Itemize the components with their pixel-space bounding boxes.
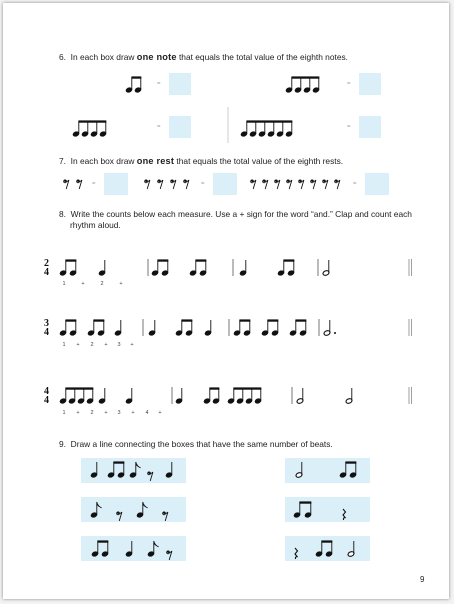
- beam: [113, 461, 124, 463]
- rest-dot: [163, 512, 165, 514]
- time-signature-bottom: 4: [44, 327, 49, 338]
- count-label: 1: [62, 342, 66, 348]
- count-label: 3: [117, 342, 121, 348]
- rest-dot: [263, 180, 265, 182]
- count-label: +: [76, 410, 80, 416]
- beam: [267, 319, 278, 321]
- question-6-prompt: 6. In each box draw one note that equals the total value of the eighth notes.: [59, 52, 349, 62]
- quarter-rest: [295, 548, 298, 559]
- eighth-flag: [143, 502, 148, 508]
- beam: [157, 259, 168, 261]
- beam: [246, 120, 292, 122]
- rest-dot: [77, 180, 79, 182]
- count-label: +: [104, 342, 108, 348]
- count-label: 1: [62, 410, 66, 416]
- question-9-prompt: 9. Draw a line connecting the boxes that have the same number of beats.: [59, 439, 333, 449]
- time-signature-bottom: 4: [44, 395, 49, 406]
- rest-dot: [251, 180, 253, 182]
- count-label: 2: [90, 410, 94, 416]
- beam: [283, 259, 294, 261]
- rest-dot: [311, 180, 313, 182]
- rest-dot: [117, 512, 119, 514]
- eighth-flag: [154, 541, 159, 547]
- beam: [93, 319, 104, 321]
- count-label: 2: [100, 281, 104, 287]
- rest-dot: [275, 180, 277, 182]
- equals-sign: =: [353, 181, 357, 187]
- beam: [321, 540, 332, 542]
- equals-sign: =: [347, 81, 351, 87]
- rest-dot: [184, 180, 186, 182]
- rest-dot: [145, 180, 147, 182]
- beam: [65, 259, 76, 261]
- beam: [65, 387, 93, 389]
- equals-sign: =: [157, 124, 161, 130]
- equals-sign: =: [347, 124, 351, 130]
- equals-sign: =: [92, 181, 96, 187]
- count-label: +: [104, 410, 108, 416]
- beam: [97, 540, 108, 542]
- count-label: +: [81, 281, 85, 287]
- count-label: 1: [62, 281, 66, 287]
- count-label: 4: [145, 410, 149, 416]
- question-8-prompt: 8. Write the counts below each measure. Use a + sign for the word “and.” Clap and count each rhythm aloud.: [59, 209, 412, 230]
- rest-dot: [171, 180, 173, 182]
- count-label: +: [130, 342, 134, 348]
- beam: [131, 76, 141, 78]
- rest-dot: [287, 180, 289, 182]
- rest-dot: [158, 180, 160, 182]
- count-label: 3: [117, 410, 121, 416]
- beam: [78, 120, 106, 122]
- beam: [295, 319, 306, 321]
- equals-sign: =: [157, 81, 161, 87]
- beam: [233, 387, 261, 389]
- count-label: 2: [90, 342, 94, 348]
- count-label: +: [131, 410, 135, 416]
- beam: [65, 319, 76, 321]
- eighth-flag: [97, 502, 102, 508]
- eighth-flag: [136, 462, 141, 468]
- beam: [291, 76, 319, 78]
- rest-dot: [148, 472, 150, 474]
- rest-dot: [64, 180, 66, 182]
- page-number: 9: [420, 575, 425, 584]
- beam: [345, 461, 356, 463]
- time-signature-top: 3: [44, 318, 49, 329]
- workbook-page: [3, 3, 449, 599]
- rest-dot: [323, 180, 325, 182]
- time-signature-top: 2: [44, 258, 49, 269]
- equals-sign: =: [201, 181, 205, 187]
- rest-dot: [335, 180, 337, 182]
- rest-dot: [299, 180, 301, 182]
- beam: [239, 319, 250, 321]
- beam: [181, 319, 192, 321]
- music-notation: [3, 3, 449, 599]
- quarter-rest: [343, 509, 346, 520]
- question-7-prompt: 7. In each box draw one rest that equals the total value of the eighth rests.: [59, 156, 344, 166]
- count-label: +: [119, 281, 123, 287]
- time-signature-bottom: 4: [44, 267, 49, 278]
- beam: [195, 259, 206, 261]
- beam: [299, 501, 311, 503]
- augmentation-dot: [334, 332, 336, 334]
- count-label: +: [76, 342, 80, 348]
- beam: [209, 387, 219, 389]
- time-signature-top: 4: [44, 386, 49, 397]
- count-label: +: [158, 410, 162, 416]
- rest-dot: [167, 551, 169, 553]
